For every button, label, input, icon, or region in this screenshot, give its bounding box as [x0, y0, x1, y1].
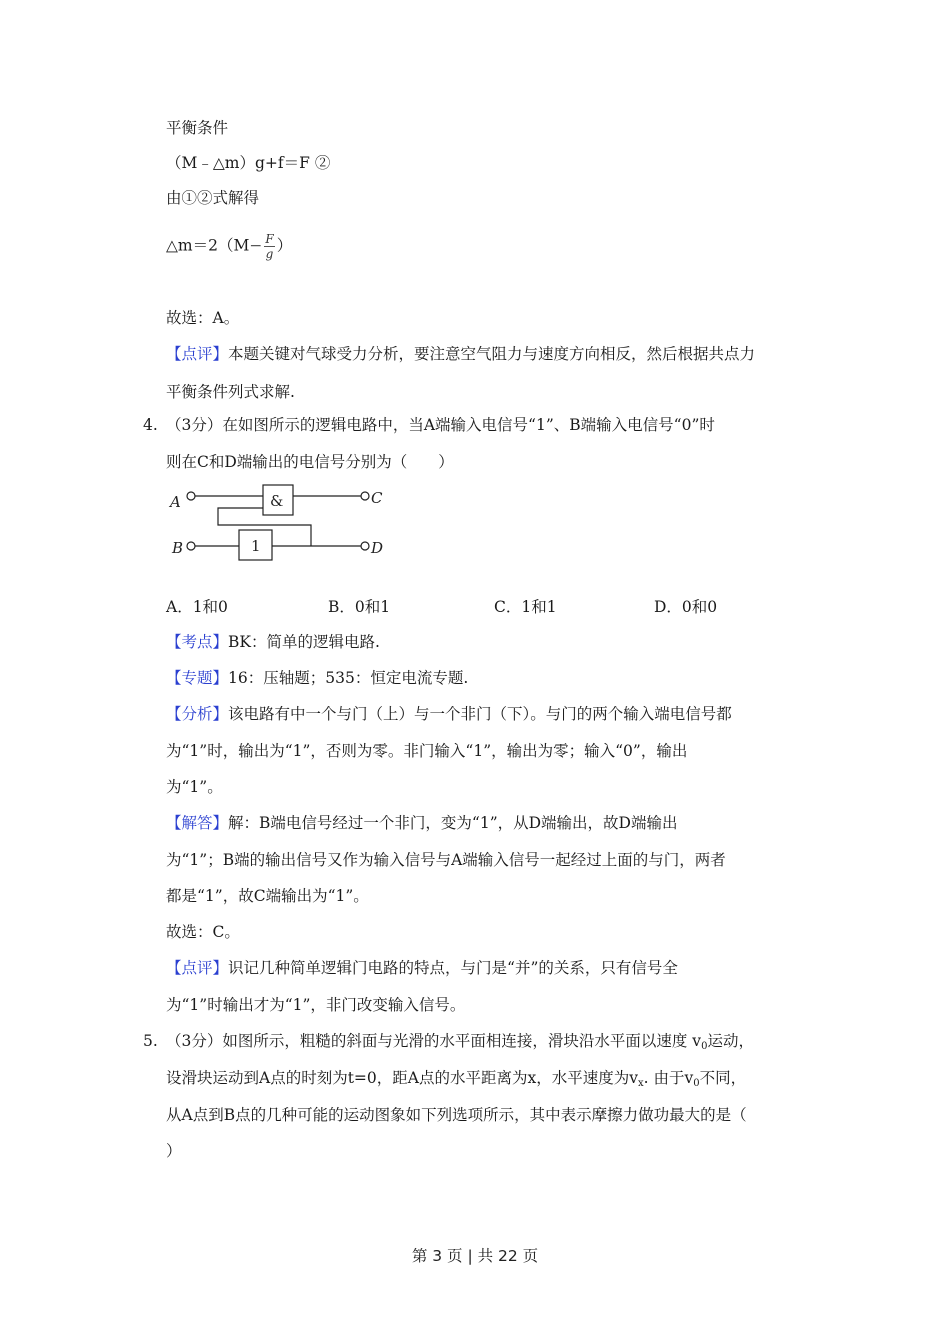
fraction — [264, 232, 274, 261]
subscript: 0 — [701, 1041, 708, 1052]
option-b[interactable]: B．0和1 — [328, 598, 391, 616]
kaodian-line — [166, 632, 380, 652]
circuit-label-c: C — [371, 489, 383, 507]
jieda-line — [166, 813, 677, 833]
circuit-label-d: D — [371, 539, 384, 557]
question-stem — [166, 1031, 754, 1057]
option-c[interactable]: C．1和1 — [494, 598, 557, 616]
and-gate-symbol: & — [270, 492, 284, 510]
fenxi-line — [166, 704, 732, 724]
jieda-line-3: 都是“1”，故C端输出为“1”。 — [166, 887, 369, 905]
question-stem-2 — [166, 1068, 746, 1094]
circuit-label-a: A — [170, 493, 181, 511]
not-gate-symbol: 1 — [251, 537, 261, 555]
logic-circuit-diagram — [166, 483, 396, 567]
subscript: 0 — [693, 1078, 700, 1089]
comment-text: 本题关键对气球受力分析，要注意空气阻力与速度方向相反，然后根据共点力 — [228, 345, 756, 363]
option-d[interactable]: D．0和0 — [654, 598, 718, 616]
dianping-text: 识记几种简单逻辑门电路的特点，与门是“并”的关系，只有信号全 — [228, 959, 678, 977]
subscript: x — [637, 1078, 644, 1089]
dianping-line — [166, 958, 678, 978]
kaodian-tag: 【考点】 — [166, 633, 229, 651]
stem-text: 运动， — [707, 1032, 754, 1050]
fenxi-tag: 【分析】 — [166, 705, 229, 723]
zhuanti-line — [166, 668, 468, 688]
equation-result — [166, 232, 292, 261]
minus-sign: − — [249, 236, 263, 255]
kaodian-text: BK：简单的逻辑电路. — [228, 633, 380, 651]
equation-2: （M﹣△m）g+f＝F ② — [166, 154, 331, 172]
stem-text: 不同， — [699, 1069, 747, 1087]
dianping-tag: 【点评】 — [166, 959, 229, 977]
stem-text: （3分）如图所示，粗糙的斜面与光滑的水平面相连接，滑块沿水平面以速度 v — [166, 1032, 702, 1050]
question-stem-2: 则在C和D端输出的电信号分别为（ ） — [166, 453, 454, 471]
question-stem-4: ） — [166, 1142, 182, 1160]
stem-text: . 由于v — [643, 1069, 694, 1087]
fenxi-line-3: 为“1”。 — [166, 778, 223, 796]
jieda-text: 解：B端电信号经过一个非门，变为“1”，从D端输出，故D端输出 — [228, 814, 678, 832]
circuit-label-b: B — [172, 539, 184, 557]
question-stem-3: 从A点到B点的几种可能的运动图象如下列选项所示，其中表示摩擦力做功最大的是（ — [166, 1106, 747, 1124]
zhuanti-text: 16：压轴题；535：恒定电流专题. — [228, 669, 469, 687]
page-footer: 第 3 页 | 共 22 页 — [411, 1247, 539, 1265]
comment-line — [166, 344, 755, 364]
equation-suffix: ） — [276, 236, 293, 255]
equation-prefix: △m＝2（M — [166, 236, 250, 255]
dianping-line-2: 为“1”时输出才为“1”，非门改变输入信号。 — [166, 996, 466, 1014]
text-line: 平衡条件 — [166, 119, 229, 137]
stem-text: 设滑块运动到A点的时刻为t=0，距A点的水平距离为x，水平速度为v — [166, 1069, 638, 1087]
jieda-line-2: 为“1”；B端的输出信号又作为输入信号与A端输入信号一起经过上面的与门，两者 — [166, 851, 726, 869]
answer-line: 故选：A。 — [166, 309, 240, 327]
question-number: 5. — [143, 1032, 158, 1050]
jieda-tag: 【解答】 — [166, 814, 229, 832]
comment-tag: 【点评】 — [166, 345, 229, 363]
answer-line: 故选：C。 — [166, 923, 240, 941]
zhuanti-tag: 【专题】 — [166, 669, 229, 687]
option-a[interactable]: A．1和0 — [166, 598, 228, 616]
question-number: 4. — [143, 416, 158, 434]
question-stem: （3分）在如图所示的逻辑电路中，当A端输入电信号“1”、B端输入电信号“0”时 — [166, 416, 715, 434]
comment-line-2: 平衡条件列式求解. — [166, 383, 295, 401]
fenxi-line-2: 为“1”时，输出为“1”，否则为零。非门输入“1”，输出为零；输入“0”，输出 — [166, 742, 688, 760]
fraction-numerator: F — [265, 232, 274, 246]
fraction-denominator: g — [265, 247, 274, 261]
fenxi-text: 该电路有中一个与门（上）与一个非门（下）。与门的两个输入端电信号都 — [228, 705, 732, 723]
text-line: 由①②式解得 — [166, 189, 260, 207]
